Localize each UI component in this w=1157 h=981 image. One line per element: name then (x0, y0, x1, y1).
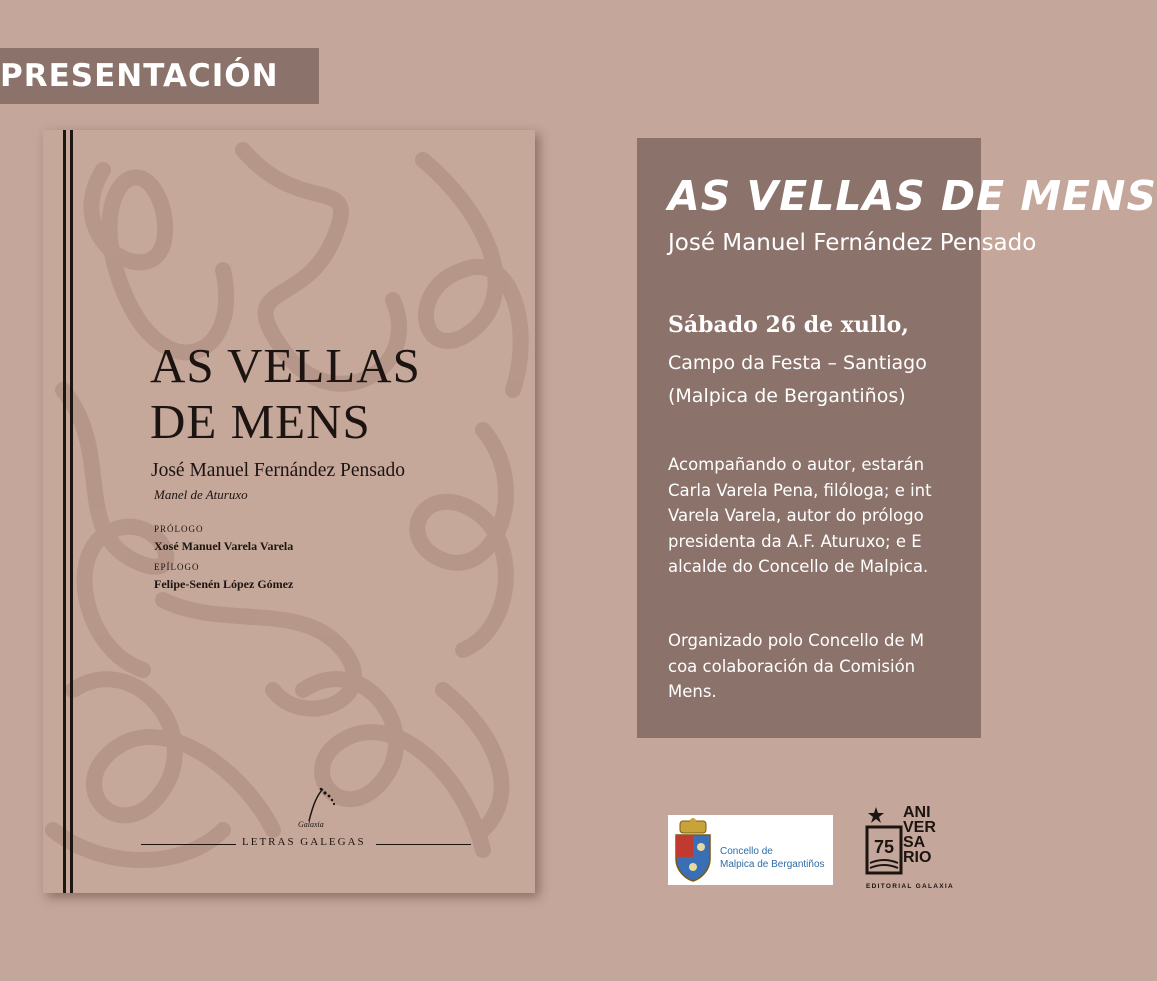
paragraph-line: Acompañando o autor, estarán (668, 455, 925, 474)
book-alias: Manel de Aturuxo (154, 487, 248, 502)
book-author: José Manuel Fernández Pensado (151, 460, 405, 481)
aniversario-line: ANI (903, 804, 931, 821)
paragraph-line: Organizado polo Concello de M (668, 631, 925, 650)
banner-label: PRESENTACIÓN (0, 58, 279, 94)
book-title-line2: DE MENS (150, 394, 371, 449)
presentation-banner (0, 48, 319, 104)
event-paragraph-organizers (668, 628, 924, 705)
book-title-line1: AS VELLAS (150, 338, 421, 393)
galaxia-star-logo (301, 785, 341, 825)
spine-line-left (63, 130, 66, 893)
book-cover (43, 130, 535, 893)
aniversario-line: SA (903, 834, 926, 851)
aniversario-line: VER (903, 819, 936, 836)
epilogue-name: Felipe-Senén López Gómez (154, 577, 294, 591)
collection-rule-right (376, 844, 471, 845)
paragraph-line: presidenta da A.F. Aturuxo; e E (668, 531, 922, 551)
prologue-label: PRÓLOGO (154, 524, 204, 534)
coat-of-arms-icon (670, 817, 716, 883)
aniversario-number: 75 (873, 837, 895, 857)
concello-line2: Malpica de Bergantiños (720, 859, 825, 870)
book-75-icon (866, 805, 902, 879)
collection-name: LETRAS GALEGAS (242, 836, 366, 848)
editorial-label: EDITORIAL GALAXIA (866, 883, 954, 890)
paragraph-line: alcalde do Concello de Malpica. (668, 557, 929, 576)
concello-malpica-logo (668, 815, 833, 885)
concello-line1: Concello de (720, 846, 773, 857)
paragraph-line: coa colaboración da Comisión (668, 656, 916, 676)
event-author: José Manuel Fernández Pensado (668, 230, 1037, 256)
event-date: Sábado 26 de xullo, (668, 312, 909, 338)
spine-line-right (70, 130, 73, 893)
event-paragraph-participants (668, 452, 932, 580)
cover-swirl-pattern (43, 130, 535, 893)
event-place-line1: Campo da Festa – Santiago (668, 352, 927, 374)
event-panel (637, 138, 1157, 738)
concello-text (720, 845, 825, 871)
publisher-mark: Galaxia (298, 820, 324, 829)
aniversario-text (903, 805, 936, 865)
aniversario-line: RIO (903, 849, 932, 866)
epilogue-label: EPÍLOGO (154, 562, 200, 572)
paragraph-line: Carla Varela Pena, filóloga; e int (668, 480, 932, 500)
event-title: AS VELLAS DE MENS (668, 172, 1157, 220)
book-title (150, 338, 510, 450)
prologue-name: Xosé Manuel Varela Varela (154, 539, 294, 553)
event-place-line2: (Malpica de Bergantiños) (668, 385, 906, 407)
paragraph-line: Mens. (668, 682, 717, 701)
paragraph-line: Varela Varela, autor do prólogo (668, 506, 924, 525)
collection-rule-left (141, 844, 236, 845)
